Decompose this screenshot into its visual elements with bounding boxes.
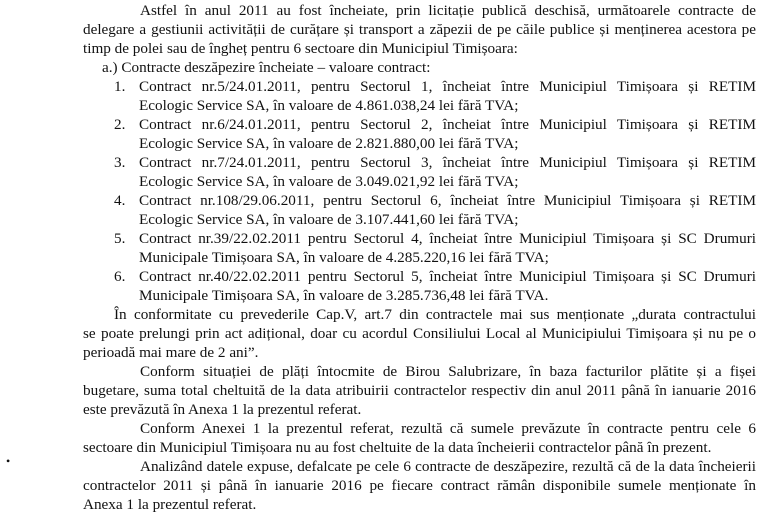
contract-line-2: Ecologic Service SA, în valoare de 2.821.880,00 lei fără TVA; — [139, 135, 519, 152]
contract-line-1: Contract nr.108/29.06.2011, pentru Sectorul 6, încheiat între Municipiul Timișoara și RETIM — [139, 192, 756, 209]
analysis-line-1: Analizând datele expuse, defalcate pe cele 6 contracte de deszăpezire, rezultă că de la data încheierii — [140, 458, 756, 475]
contract-line-1: Contract nr.7/24.01.2011, pentru Sectorul 3, încheiat între Municipiul Timișoara și RETIM — [139, 154, 756, 171]
contract-line-2: Ecologic Service SA, în valoare de 3.107.441,60 lei fără TVA; — [139, 211, 519, 228]
payments-line-1: Conform situației de plăți întocmite de Birou Salubrizare, în baza facturilor plătite și a fișei — [140, 363, 756, 380]
intro-line-1: Astfel în anul 2011 au fost încheiate, prin licitație publică deschisă, următoarele contracte de — [140, 2, 756, 19]
analysis-line-3: Anexa 1 la prezentul referat. — [83, 496, 257, 513]
contract-line-2: Municipale Timișoara SA, în valoare de 3.285.736,48 lei fără TVA. — [139, 287, 549, 304]
conformity-line-1: În conformitate cu prevederile Cap.V, art.7 din contractele mai sus menționate „durata contractului — [114, 306, 756, 323]
margin-bullet: • — [6, 454, 11, 468]
annex-line-2: sectoare din Municipiul Timișoara nu au fost cheltuite de la data încheierii contractelor până în prezent. — [83, 439, 712, 456]
payments-line-2: bugetare, suma total cheltuită de la data atribuirii contractelor respectiv din anul 2011 până în ianuarie 2016 — [83, 382, 756, 399]
contracts-subheading: a.) Contracte deszăpezire încheiate – valoare contract: — [102, 59, 431, 76]
analysis-line-2: contractelor 2011 și până în ianuarie 2016 pe fiecare contract rămân disponibile sumele menționate în — [83, 477, 756, 494]
intro-line-3: timp de polei sau de îngheț pentru 6 sectoare din Municipiul Timișoara: — [83, 40, 518, 57]
contract-line-1: Contract nr.5/24.01.2011, pentru Sectorul 1, încheiat între Municipiul Timișoara și RETIM — [139, 78, 756, 95]
contract-number: 1. — [114, 78, 126, 95]
contract-line-1: Contract nr.6/24.01.2011, pentru Sectorul 2, încheiat între Municipiul Timișoara și RETIM — [139, 116, 756, 133]
intro-line-2: delegare a gestiunii activității de curățare și transport a zăpezii de pe căile publice și menținerea acestora pe — [83, 21, 756, 38]
contract-number: 5. — [114, 230, 126, 247]
annex-line-1: Conform Anexei 1 la prezentul referat, rezultă că sumele prevăzute în contracte pentru cele 6 — [140, 420, 756, 437]
contract-line-2: Ecologic Service SA, în valoare de 3.049.021,92 lei fără TVA; — [139, 173, 519, 190]
payments-line-3: este prevăzută în Anexa 1 la prezentul referat. — [83, 401, 362, 418]
contract-line-1: Contract nr.39/22.02.2011 pentru Sectorul 4, încheiat între Municipiul Timișoara și SC Drumuri — [139, 230, 756, 247]
conformity-line-2: se poate prelungi prin act adițional, doar cu acordul Consiliului Local al Municipiului Timișoara și nu pe o — [83, 325, 756, 342]
contract-number: 6. — [114, 268, 126, 285]
contract-number: 3. — [114, 154, 126, 171]
contract-number: 2. — [114, 116, 126, 133]
conformity-line-3: perioadă mai mare de 2 ani”. — [83, 344, 259, 361]
contract-line-1: Contract nr.40/22.02.2011 pentru Sectorul 5, încheiat între Municipiul Timișoara și SC Drumuri — [139, 268, 756, 285]
contract-line-2: Municipale Timișoara SA, în valoare de 4.285.220,16 lei fără TVA; — [139, 249, 549, 266]
contract-line-2: Ecologic Service SA, în valoare de 4.861.038,24 lei fără TVA; — [139, 97, 519, 114]
contract-number: 4. — [114, 192, 126, 209]
